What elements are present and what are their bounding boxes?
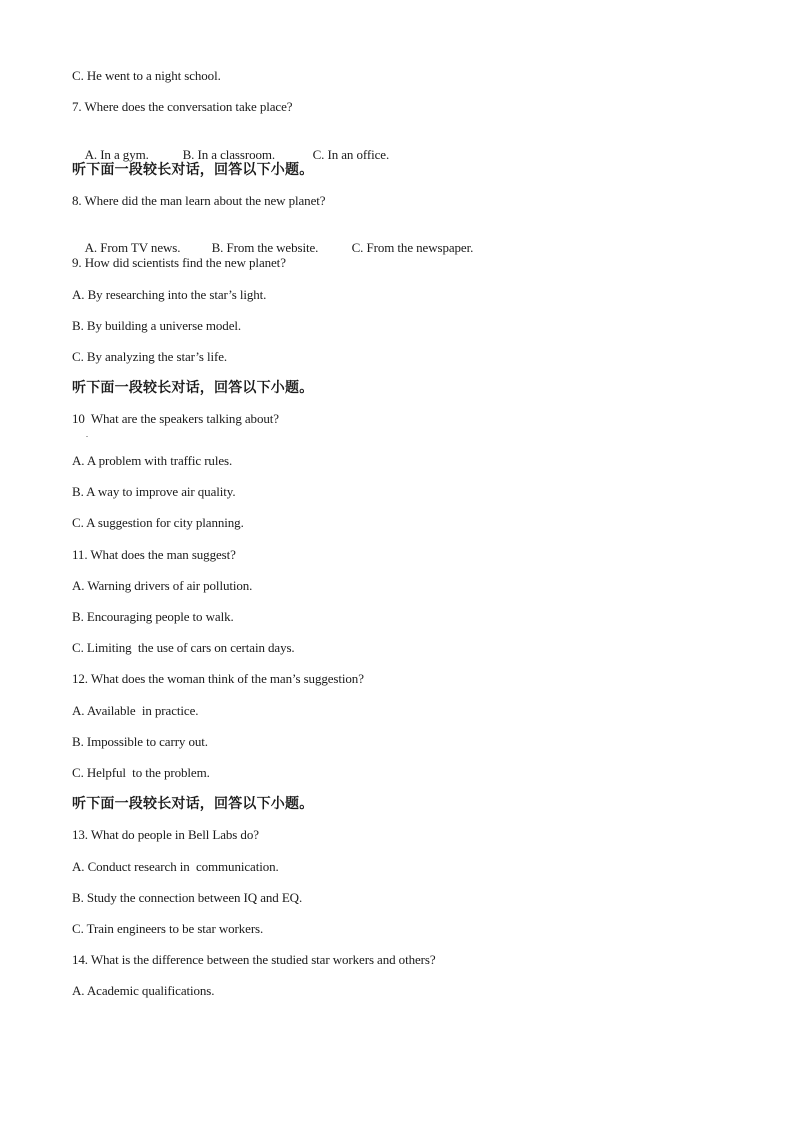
option-11a: A. Warning drivers of air pollution. (72, 578, 253, 593)
option-7c: C. In an office. (312, 147, 390, 162)
question-11: 11. What does the man suggest? (72, 547, 236, 562)
option-11c: C. Limiting the use of cars on certain days. (72, 640, 295, 655)
question-14: 14. What is the difference between the studied star workers and others? (72, 952, 436, 967)
option-10c: C. A suggestion for city planning. (72, 515, 244, 530)
section-heading-2: 听下面一段较长对话，回答以下小题。 (72, 380, 314, 396)
option-6c: C. He went to a night school. (72, 68, 221, 83)
option-8c: C. From the newspaper. (351, 240, 474, 255)
option-10a: A. A problem with traffic rules. (72, 453, 233, 468)
option-8b: B. From the website. (211, 240, 319, 255)
option-10b: B. A way to improve air quality. (72, 484, 236, 499)
question-10: 10 What are the speakers talking about? (72, 411, 279, 426)
option-12b: B. Impossible to carry out. (72, 734, 208, 749)
option-12c: C. Helpful to the problem. (72, 765, 210, 780)
question-7: 7. Where does the conversation take place? (72, 99, 293, 114)
section-heading-1: 听下面一段较长对话，回答以下小题。 (72, 162, 314, 178)
question-8: 8. Where did the man learn about the new planet? (72, 193, 326, 208)
option-13a: A. Conduct research in communication. (72, 859, 279, 874)
option-14a: A. Academic qualifications. (72, 983, 215, 998)
option-9b: B. By building a universe model. (72, 318, 242, 333)
option-11b: B. Encouraging people to walk. (72, 609, 234, 624)
option-12a: A. Available in practice. (72, 703, 199, 718)
option-7b: B. In a classroom. (182, 147, 276, 162)
stray-mark: . (86, 430, 88, 439)
option-9a: A. By researching into the star’s light. (72, 287, 267, 302)
question-9: 9. How did scientists find the new planet? (72, 255, 286, 270)
option-9c: C. By analyzing the star’s life. (72, 349, 228, 364)
option-13b: B. Study the connection between IQ and EQ. (72, 890, 303, 905)
question-13: 13. What do people in Bell Labs do? (72, 827, 259, 842)
option-13c: C. Train engineers to be star workers. (72, 921, 264, 936)
section-heading-3: 听下面一段较长对话，回答以下小题。 (72, 796, 314, 812)
question-12: 12. What does the woman think of the man’s suggestion? (72, 671, 364, 686)
option-8a: A. From TV news. (84, 240, 181, 255)
option-7a: A. In a gym. (84, 147, 149, 162)
